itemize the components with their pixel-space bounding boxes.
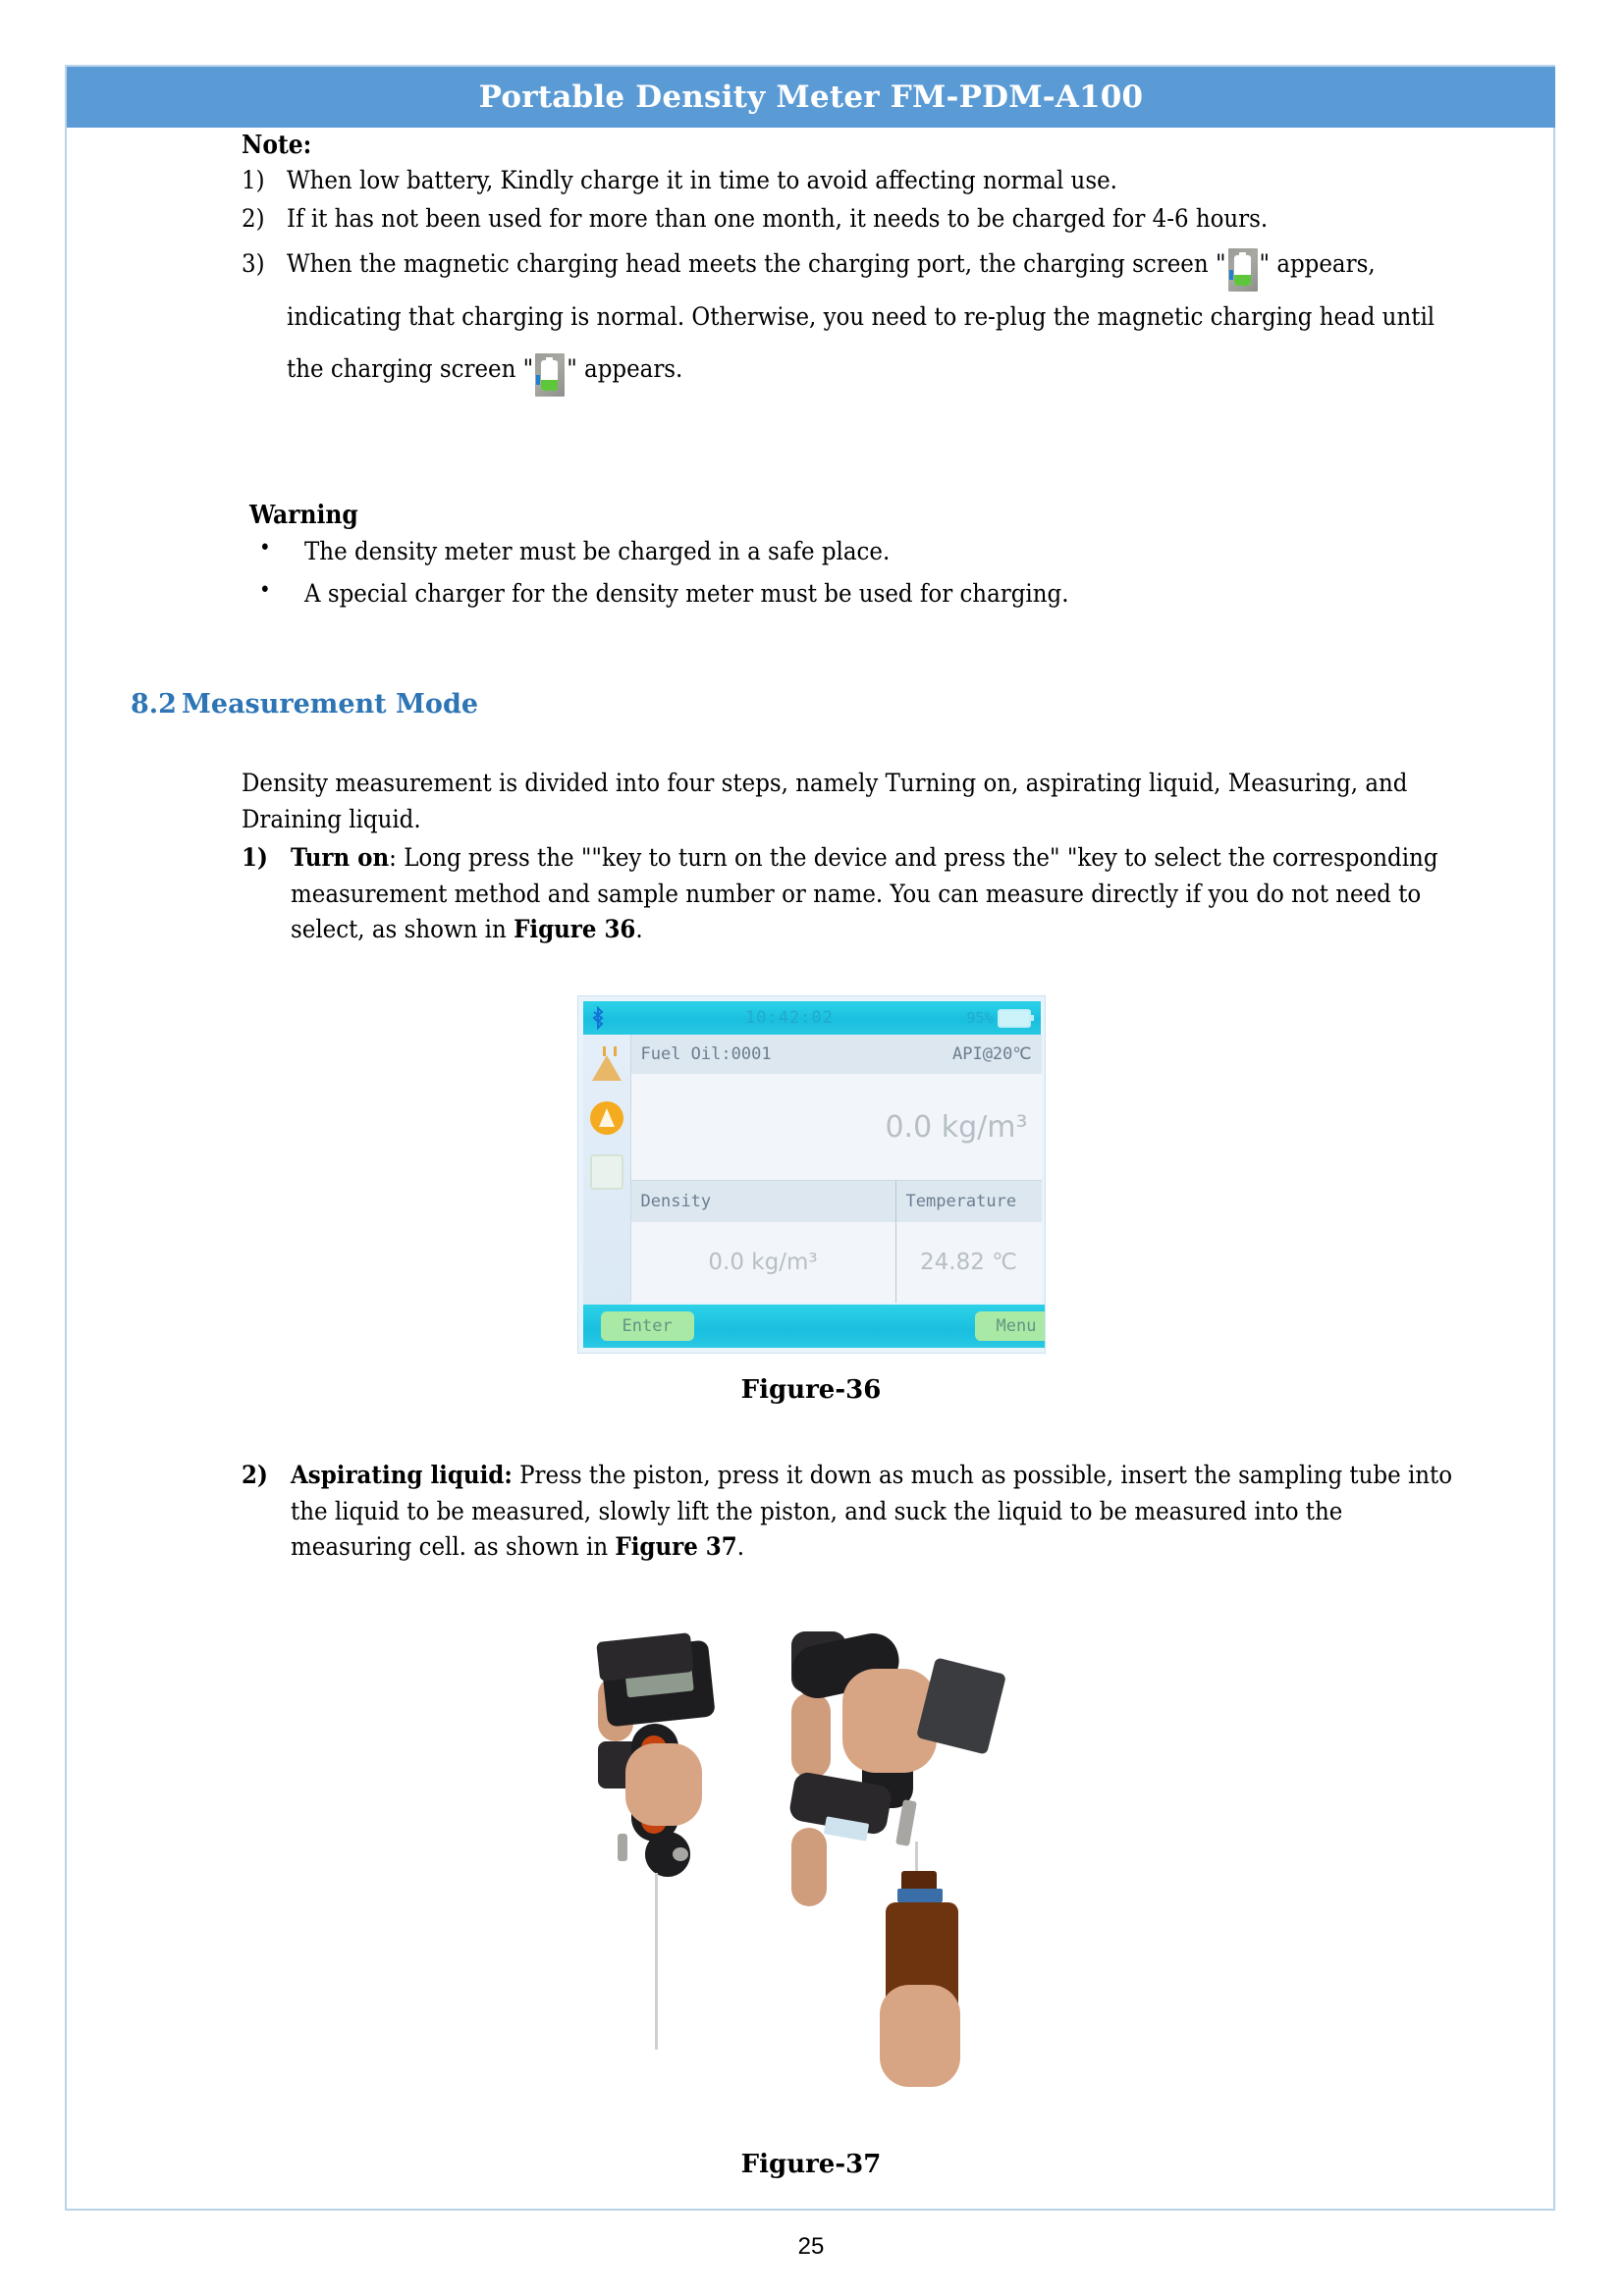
measurement-intro-paragraph: Density measurement is divided into four steps, namely Turning on, aspirating liquid, Measuring, and Draining liquid. (242, 769, 1408, 834)
warning-heading: Warning (249, 501, 358, 530)
step-2-text-b: . (736, 1532, 745, 1563)
device-sample-row (631, 1035, 1042, 1074)
note-item-3 (242, 239, 1459, 396)
device-main-value: 0.0 kg/m³ (631, 1074, 1042, 1180)
device-sample-label: Fuel Oil:0001 (640, 1044, 772, 1064)
warning-item-2 (249, 576, 1428, 613)
bullet-icon: • (259, 536, 271, 561)
note-text-2: If it has not been used for more than one month, it needs to be charged for 4-6 hours. (287, 203, 1269, 234)
page-title: Portable Density Meter FM-PDM-A100 (478, 80, 1144, 115)
note-marker-2: 2) (242, 203, 265, 234)
warning-text-1: The density meter must be charged in a safe place. (304, 537, 891, 566)
measurement-step-list-1 (242, 840, 1469, 948)
step-1-text-a: : Long press the ""key to turn on the device and press the" "key to select the corresponding measurement method and sample number or name. You can measure directly if you do not need to select, as shown in (291, 843, 1438, 945)
section-heading-8-2 (131, 689, 478, 720)
step-2-label: Aspirating liquid: (291, 1461, 513, 1490)
battery-charging-icon (535, 353, 565, 397)
step-1-figure-ref: Figure 36 (514, 915, 636, 945)
measurement-step-list-2 (242, 1458, 1469, 1566)
device-battery-icon (998, 1009, 1031, 1028)
measurement-step-2 (242, 1458, 1469, 1566)
note-marker-1: 1) (242, 166, 265, 195)
warning-item-1 (249, 534, 1428, 570)
device-readouts (631, 1180, 1042, 1303)
section-title: Measurement Mode (182, 689, 478, 720)
density-meter-photo (580, 1631, 1042, 2132)
step-2-figure-ref: Figure 37 (615, 1532, 737, 1563)
note-item-2 (242, 201, 1459, 238)
device-temperature-label: Temperature (896, 1181, 1042, 1222)
warning-text-2: A special charger for the density meter must be used for charging. (304, 578, 1069, 609)
device-soft-key-bar (583, 1305, 1046, 1348)
page-header (67, 67, 1555, 128)
device-density-label: Density (631, 1181, 895, 1222)
device-main-panel (630, 1035, 1042, 1302)
note-text-3c: " appears. (567, 353, 683, 384)
section-number: 8.2 (131, 689, 177, 720)
note-heading: Note: (242, 131, 312, 160)
device-menu-button[interactable]: Menu (975, 1311, 1046, 1341)
device-density-cell (631, 1181, 895, 1303)
step-marker-1: 1) (242, 843, 268, 873)
funnel-circle-icon[interactable] (590, 1101, 623, 1135)
measurement-step-1 (242, 840, 1469, 948)
note-text-1: When low battery, Kindly charge it in time to avoid affecting normal use. (287, 166, 1117, 195)
figure-37-image (67, 1631, 1555, 2132)
bullet-icon: • (259, 577, 271, 603)
device-screen-mock (577, 995, 1046, 1354)
step-1-text-b: . (635, 915, 643, 945)
flask-icon[interactable] (590, 1044, 623, 1082)
note-text-3a: When the magnetic charging head meets the charging port, the charging screen " (287, 249, 1226, 280)
device-density-value: 0.0 kg/m³ (631, 1222, 895, 1303)
device-temperature-value: 24.82 ℃ (896, 1222, 1042, 1303)
device-status-bar (583, 1001, 1041, 1035)
step-marker-2: 2) (242, 1461, 268, 1490)
figure-37-caption: Figure-37 (740, 2150, 882, 2179)
photo-left-unit (598, 1637, 794, 2059)
device-temperature-cell (895, 1181, 1042, 1303)
step-2-text-a: Press the piston, press it down as much as possible, insert the sampling tube into the liquid to be measured, slowly lift the piston, and suck the liquid to be measured into the measuring cell. as shown in (291, 1461, 1453, 1563)
page-content (67, 128, 1555, 2260)
device-enter-button[interactable]: Enter (601, 1311, 694, 1341)
figure-36-image (67, 995, 1555, 1354)
bluetooth-icon (583, 1006, 613, 1030)
document-icon[interactable] (590, 1154, 623, 1190)
note-list (242, 163, 1459, 399)
note-text-3b: " appears, indicating that charging is normal. Otherwise, you need to re-plug the magnetic charging head until the charging screen " (287, 249, 1435, 384)
device-time: 10:42:02 (745, 1008, 834, 1028)
device-mode-label: API@20℃ (951, 1044, 1032, 1064)
battery-charging-icon (1228, 248, 1258, 292)
page-number: 25 (797, 2233, 825, 2260)
step-1-label: Turn on (291, 843, 390, 873)
figure-36-caption: Figure-36 (740, 1375, 882, 1405)
photo-right-unit (791, 1631, 1037, 2132)
device-battery-percent: 95% (966, 1009, 994, 1027)
note-marker-3: 3) (242, 249, 265, 280)
warning-list (249, 534, 1428, 617)
device-sidebar (583, 1035, 630, 1311)
note-item-1 (242, 163, 1459, 199)
